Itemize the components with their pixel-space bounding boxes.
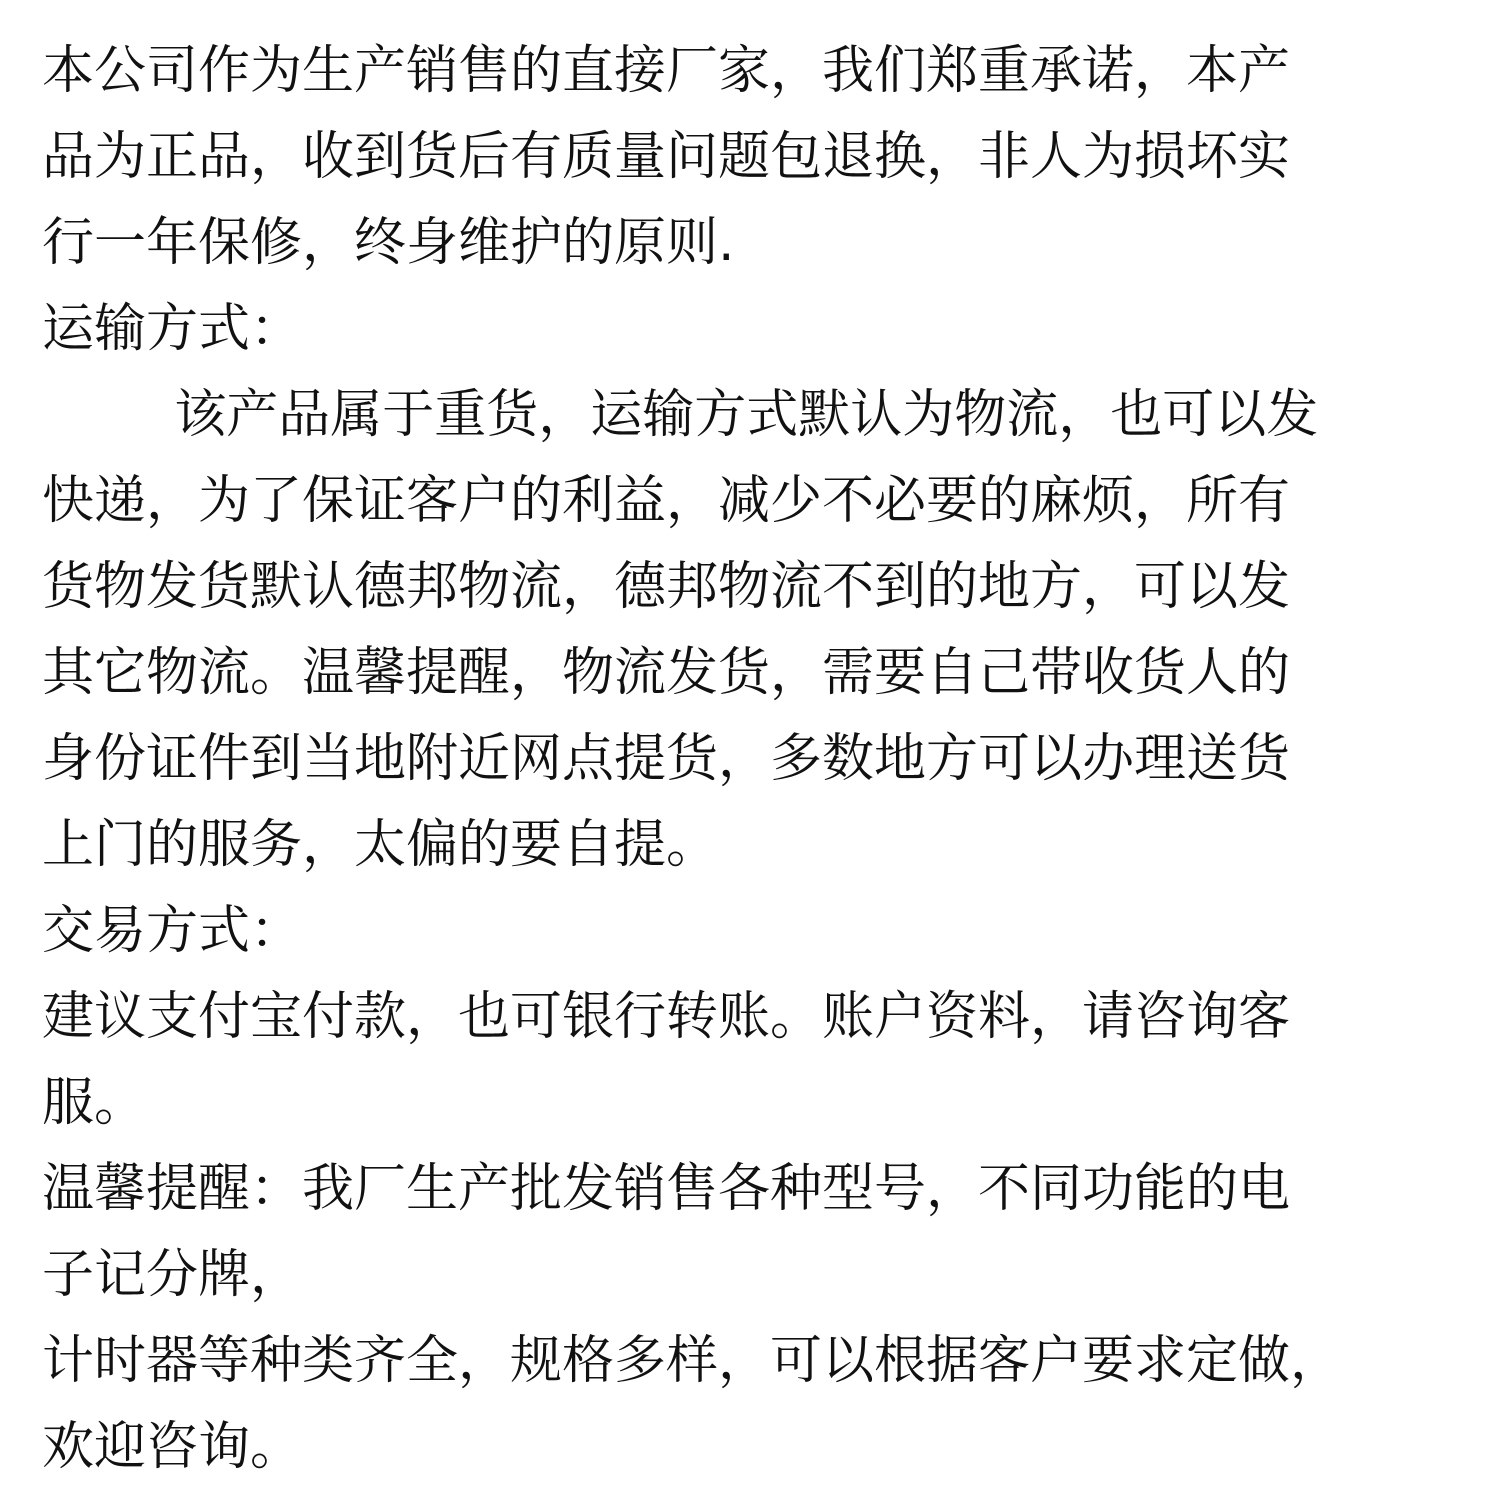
text-line: 其它物流。温馨提醒，物流发货，需要自己带收货人的 bbox=[42, 643, 1291, 703]
section-heading-shipping: 运输方式： bbox=[42, 299, 303, 359]
text-line: 快递，为了保证客户的利益，减少不必要的麻烦，所有 bbox=[42, 471, 1291, 531]
text-line: 欢迎咨询。 bbox=[42, 1417, 303, 1477]
text-line: 品为正品，收到货后有质量问题包退换，非人为损坏实 bbox=[42, 127, 1291, 187]
text-line: 温馨提醒：我厂生产批发销售各种型号，不同功能的电 bbox=[42, 1159, 1291, 1219]
text-line: 本公司作为生产销售的直接厂家，我们郑重承诺，本产 bbox=[42, 41, 1291, 101]
text-line: 该产品属于重货，运输方式默认为物流，也可以发 bbox=[42, 385, 1319, 445]
text-line: 货物发货默认德邦物流，德邦物流不到的地方，可以发 bbox=[42, 557, 1291, 617]
section-heading-payment: 交易方式： bbox=[42, 901, 303, 961]
text-line: 身份证件到当地附近网点提货，多数地方可以办理送货 bbox=[42, 729, 1291, 789]
text-line: 计时器等种类齐全，规格多样，可以根据客户要求定做， bbox=[42, 1331, 1343, 1391]
document-body bbox=[42, 28, 1458, 1490]
text-line: 服。 bbox=[42, 1073, 147, 1133]
text-line: 上门的服务，太偏的要自提。 bbox=[42, 815, 719, 875]
text-line: 建议支付宝付款，也可银行转账。账户资料，请咨询客 bbox=[42, 987, 1291, 1047]
text-line: 子记分牌， bbox=[42, 1245, 303, 1305]
text-line: 行一年保修，终身维护的原则. bbox=[42, 213, 735, 273]
